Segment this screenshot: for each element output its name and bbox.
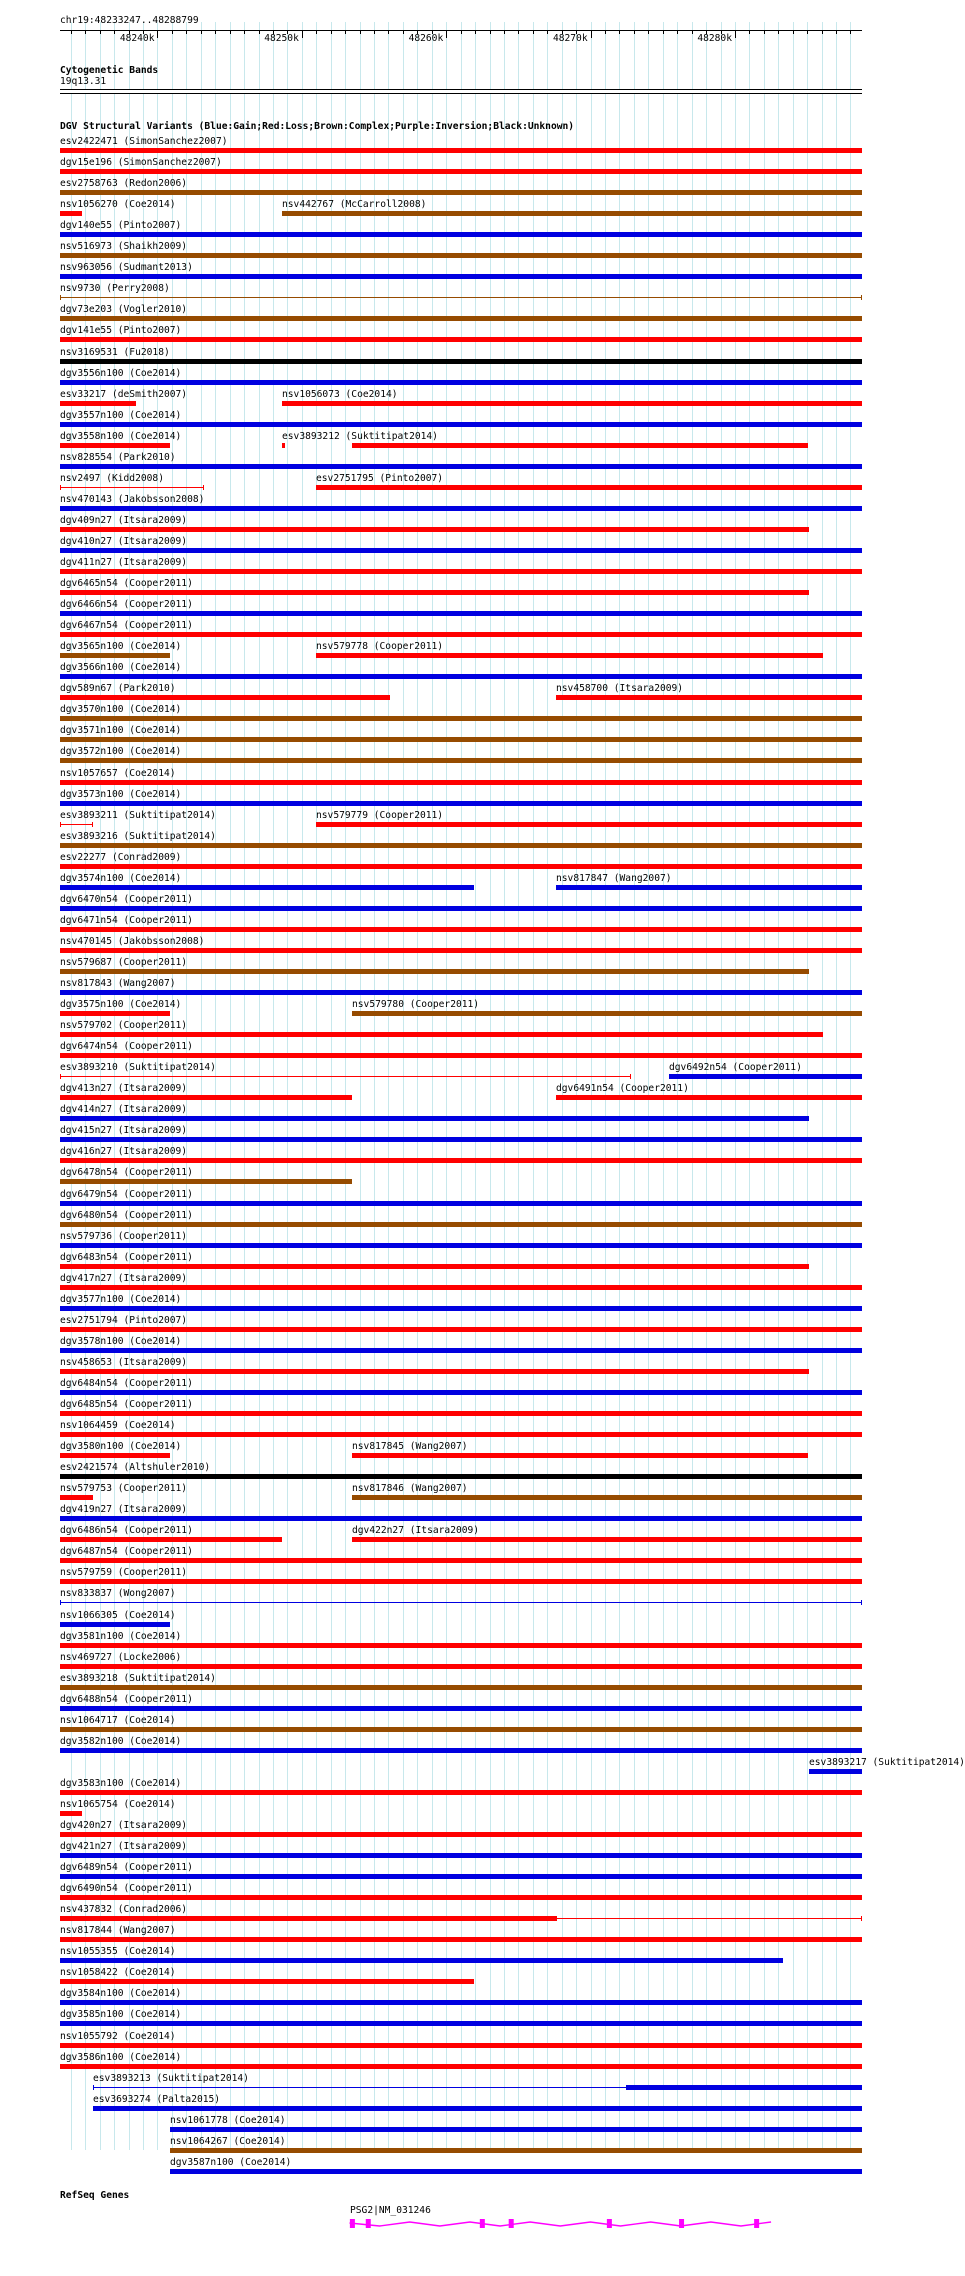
- variant-label: dgv6489n54 (Cooper2011): [60, 1862, 193, 1873]
- variant-bar[interactable]: [60, 1116, 809, 1121]
- variant-label: dgv3584n100 (Coe2014): [60, 1988, 182, 1999]
- variant-label: nsv817844 (Wang2007): [60, 1925, 176, 1936]
- variant-bar[interactable]: [170, 2169, 862, 2174]
- position-label: chr19:48233247..48288799: [60, 15, 199, 26]
- cytoband-label: 19q13.31: [60, 76, 107, 87]
- variant-label: nsv579687 (Cooper2011): [60, 957, 188, 968]
- dgv-track-title: DGV Structural Variants (Blue:Gain;Red:Loss;Brown:Complex;Purple:Inversion;Black:Unknown): [60, 121, 575, 132]
- variant-label: nsv579759 (Cooper2011): [60, 1567, 188, 1578]
- variant-bar[interactable]: [60, 1748, 862, 1753]
- variant-bar[interactable]: [60, 1874, 862, 1879]
- variant-bar[interactable]: [352, 1537, 862, 1542]
- cytogenetic-bands-title: Cytogenetic Bands: [60, 65, 159, 76]
- variant-label: dgv3581n100 (Coe2014): [60, 1631, 182, 1642]
- variant-label: dgv3587n100 (Coe2014): [170, 2157, 292, 2168]
- variant-bar[interactable]: [60, 969, 809, 974]
- variant-label: dgv3575n100 (Coe2014): [60, 999, 182, 1010]
- variant-label: dgv3582n100 (Coe2014): [60, 1736, 182, 1747]
- variant-bar[interactable]: [60, 1095, 352, 1100]
- variant-label: dgv6492n54 (Cooper2011): [669, 1062, 802, 1073]
- variant-bar-tick: [60, 1074, 61, 1079]
- variant-bar[interactable]: [60, 780, 862, 785]
- variant-bar[interactable]: [60, 1790, 862, 1795]
- variant-bar[interactable]: [60, 1474, 862, 1479]
- variant-bar[interactable]: [60, 211, 82, 216]
- variant-bar[interactable]: [60, 464, 862, 469]
- variant-bar[interactable]: [60, 422, 862, 427]
- variant-label: dgv6467n54 (Cooper2011): [60, 620, 193, 631]
- variant-label: nsv1055355 (Coe2014): [60, 1946, 176, 1957]
- variant-label: dgv6466n54 (Cooper2011): [60, 599, 193, 610]
- variant-bar[interactable]: [60, 1622, 170, 1627]
- variant-bar[interactable]: [60, 885, 474, 890]
- variant-bar[interactable]: [60, 1664, 862, 1669]
- variant-label: nsv1055792 (Coe2014): [60, 2031, 176, 2042]
- variant-bar[interactable]: [60, 1348, 862, 1353]
- variant-bar[interactable]: [282, 211, 862, 216]
- variant-label: nsv458700 (Itsara2009): [556, 683, 684, 694]
- variant-bar-tick: [60, 485, 61, 490]
- variant-label: nsv963056 (Sudmant2013): [60, 262, 193, 273]
- variant-bar[interactable]: [316, 822, 862, 827]
- variant-bar[interactable]: [60, 1916, 556, 1921]
- variant-label: dgv409n27 (Itsara2009): [60, 515, 188, 526]
- variant-bar[interactable]: [60, 1076, 631, 1077]
- variant-label: dgv419n27 (Itsara2009): [60, 1504, 188, 1515]
- variant-label: nsv9730 (Perry2008): [60, 283, 170, 294]
- gene-exon[interactable]: [607, 2219, 612, 2228]
- variant-label: nsv579702 (Cooper2011): [60, 1020, 188, 1031]
- variant-bar-tick: [92, 822, 93, 827]
- variant-bar[interactable]: [60, 1706, 862, 1711]
- variant-label: dgv141e55 (Pinto2007): [60, 325, 182, 336]
- variant-label: esv33217 (deSmith2007): [60, 389, 188, 400]
- variant-bar[interactable]: [170, 2127, 862, 2132]
- variant-label: nsv1056270 (Coe2014): [60, 199, 176, 210]
- gene-exon[interactable]: [679, 2219, 684, 2228]
- variant-bar[interactable]: [60, 169, 862, 174]
- variant-label: nsv1061778 (Coe2014): [170, 2115, 286, 2126]
- variant-bar[interactable]: [60, 1453, 170, 1458]
- variant-bar[interactable]: [60, 443, 170, 448]
- variant-bar[interactable]: [60, 864, 862, 869]
- variant-label: nsv579779 (Cooper2011): [316, 810, 444, 821]
- variant-label: nsv579780 (Cooper2011): [352, 999, 480, 1010]
- variant-bar[interactable]: [60, 190, 862, 195]
- variant-bar[interactable]: [60, 1222, 862, 1227]
- variant-label: dgv3586n100 (Coe2014): [60, 2052, 182, 2063]
- variant-bar[interactable]: [60, 906, 862, 911]
- variant-bar[interactable]: [60, 1137, 862, 1142]
- variant-bar[interactable]: [60, 843, 862, 848]
- variant-label: dgv6470n54 (Cooper2011): [60, 894, 193, 905]
- variant-bar-tick: [861, 1916, 862, 1921]
- variant-bar[interactable]: [352, 443, 808, 448]
- variant-label: dgv6479n54 (Cooper2011): [60, 1189, 193, 1200]
- variant-label: dgv3577n100 (Coe2014): [60, 1294, 182, 1305]
- variant-label: nsv817843 (Wang2007): [60, 978, 176, 989]
- variant-bar[interactable]: [60, 506, 862, 511]
- variant-bar[interactable]: [60, 1727, 862, 1732]
- variant-label: dgv411n27 (Itsara2009): [60, 557, 188, 568]
- variant-label: dgv420n27 (Itsara2009): [60, 1820, 188, 1831]
- variant-bar[interactable]: [60, 1158, 862, 1163]
- variant-label: dgv6491n54 (Cooper2011): [556, 1083, 689, 1094]
- gene-exon[interactable]: [509, 2219, 514, 2228]
- variant-bar[interactable]: [60, 1685, 862, 1690]
- variant-label: dgv3574n100 (Coe2014): [60, 873, 182, 884]
- variant-label: nsv1056073 (Coe2014): [282, 389, 398, 400]
- variant-label: dgv421n27 (Itsara2009): [60, 1841, 188, 1852]
- variant-bar[interactable]: [60, 824, 93, 825]
- variant-label: esv2751794 (Pinto2007): [60, 1315, 188, 1326]
- variant-label: dgv3573n100 (Coe2014): [60, 789, 182, 800]
- variant-bar[interactable]: [60, 401, 136, 406]
- variant-bar[interactable]: [60, 569, 862, 574]
- variant-bar[interactable]: [352, 1011, 862, 1016]
- variant-bar[interactable]: [60, 1537, 282, 1542]
- variant-bar[interactable]: [60, 737, 862, 742]
- variant-bar-tick: [861, 295, 862, 300]
- variant-label: dgv417n27 (Itsara2009): [60, 1273, 188, 1284]
- variant-bar[interactable]: [60, 1853, 862, 1858]
- variant-label: esv22277 (Conrad2009): [60, 852, 182, 863]
- variant-bar[interactable]: [60, 716, 862, 721]
- variant-label: nsv469727 (Locke2006): [60, 1652, 182, 1663]
- variant-bar[interactable]: [93, 2087, 627, 2088]
- variant-bar[interactable]: [316, 653, 823, 658]
- variant-label: dgv589n67 (Park2010): [60, 683, 176, 694]
- variant-bar[interactable]: [60, 2000, 862, 2005]
- variant-bar[interactable]: [60, 695, 390, 700]
- variant-label: dgv6485n54 (Cooper2011): [60, 1399, 193, 1410]
- ruler-tick-label: 48250k: [264, 33, 299, 44]
- variant-bar[interactable]: [60, 948, 862, 953]
- variant-bar[interactable]: [556, 1918, 862, 1919]
- variant-bar[interactable]: [352, 1453, 808, 1458]
- ruler-tick-label: 48280k: [697, 33, 732, 44]
- position-ruler: [0, 25, 890, 65]
- variant-bar[interactable]: [60, 1558, 862, 1563]
- variant-bar[interactable]: [60, 1264, 809, 1269]
- gene-intron-line: [350, 2222, 772, 2226]
- variant-bar[interactable]: [316, 485, 862, 490]
- variant-bar[interactable]: [556, 885, 862, 890]
- variant-label: nsv1057657 (Coe2014): [60, 768, 176, 779]
- variant-label: nsv2497 (Kidd2008): [60, 473, 164, 484]
- variant-label: nsv817847 (Wang2007): [556, 873, 672, 884]
- variant-label: dgv6465n54 (Cooper2011): [60, 578, 193, 589]
- variant-bar[interactable]: [60, 632, 862, 637]
- variant-bar[interactable]: [809, 1769, 862, 1774]
- variant-bar[interactable]: [60, 1432, 862, 1437]
- variant-bar-tick: [861, 1600, 862, 1605]
- variant-label: esv3893210 (Suktitipat2014): [60, 1062, 216, 1073]
- variant-label: dgv6484n54 (Cooper2011): [60, 1378, 193, 1389]
- variant-bar-tick: [203, 485, 204, 490]
- ruler-tick-label: 48270k: [552, 33, 588, 44]
- variant-bar[interactable]: [60, 232, 862, 237]
- variant-label: esv2421574 (Altshuler2010): [60, 1462, 211, 1473]
- variant-bar[interactable]: [60, 801, 862, 806]
- variant-label: dgv410n27 (Itsara2009): [60, 536, 188, 547]
- variant-label: nsv1065754 (Coe2014): [60, 1799, 176, 1810]
- variant-bar[interactable]: [60, 1390, 862, 1395]
- variant-label: dgv3572n100 (Coe2014): [60, 746, 182, 757]
- variant-bar[interactable]: [60, 1579, 862, 1584]
- variant-bar[interactable]: [60, 611, 862, 616]
- variant-label: dgv6480n54 (Cooper2011): [60, 1210, 193, 1221]
- variant-label: esv3693274 (Palta2015): [93, 2094, 221, 2105]
- variant-bar[interactable]: [60, 1495, 93, 1500]
- variant-bar[interactable]: [60, 990, 862, 995]
- variant-label: esv2758763 (Redon2006): [60, 178, 188, 189]
- refseq-track-title: RefSeq Genes: [60, 2190, 130, 2201]
- variant-bar[interactable]: [60, 527, 809, 532]
- gene-exon[interactable]: [480, 2219, 485, 2228]
- variant-label: dgv6488n54 (Cooper2011): [60, 1694, 193, 1705]
- variant-label: nsv1066305 (Coe2014): [60, 1610, 176, 1621]
- variant-label: esv3893212 (Suktitipat2014): [282, 431, 438, 442]
- variant-label: nsv817845 (Wang2007): [352, 1441, 468, 1452]
- variant-bar[interactable]: [60, 380, 862, 385]
- variant-label: dgv6478n54 (Cooper2011): [60, 1167, 193, 1178]
- gene-exon[interactable]: [754, 2219, 759, 2228]
- variant-label: nsv516973 (Shaikh2009): [60, 241, 188, 252]
- variant-label: esv3893218 (Suktitipat2014): [60, 1673, 216, 1684]
- variant-label: dgv140e55 (Pinto2007): [60, 220, 182, 231]
- variant-bar[interactable]: [60, 1053, 862, 1058]
- variant-bar[interactable]: [60, 1643, 862, 1648]
- variant-bar-tick: [93, 2085, 94, 2090]
- variant-label: dgv3583n100 (Coe2014): [60, 1778, 182, 1789]
- variant-bar[interactable]: [60, 927, 862, 932]
- variant-bar[interactable]: [60, 1032, 823, 1037]
- variant-label: dgv73e203 (Vogler2010): [60, 304, 188, 315]
- variant-label: dgv6490n54 (Cooper2011): [60, 1883, 193, 1894]
- variant-bar[interactable]: [60, 548, 862, 553]
- variant-label: nsv1064267 (Coe2014): [170, 2136, 286, 2147]
- variant-label: dgv6471n54 (Cooper2011): [60, 915, 193, 926]
- variant-label: nsv442767 (McCarroll2008): [282, 199, 427, 210]
- variant-bar[interactable]: [60, 1937, 862, 1942]
- variant-label: nsv458653 (Itsara2009): [60, 1357, 188, 1368]
- variant-label: dgv3565n100 (Coe2014): [60, 641, 182, 652]
- variant-label: dgv3556n100 (Coe2014): [60, 368, 182, 379]
- variant-bar[interactable]: [282, 443, 285, 448]
- variant-label: nsv579736 (Cooper2011): [60, 1231, 188, 1242]
- variant-bar[interactable]: [60, 337, 862, 342]
- variant-bar[interactable]: [93, 2106, 862, 2111]
- ruler-tick-label: 48240k: [119, 33, 155, 44]
- variant-label: esv3893216 (Suktitipat2014): [60, 831, 216, 842]
- variant-bar[interactable]: [60, 148, 862, 153]
- variant-label: dgv6486n54 (Cooper2011): [60, 1525, 193, 1536]
- variant-bar[interactable]: [60, 316, 862, 321]
- variant-bar[interactable]: [60, 758, 862, 763]
- variant-label: nsv3169531 (Fu2018): [60, 347, 170, 358]
- variant-bar[interactable]: [60, 359, 862, 364]
- variant-bar[interactable]: [60, 1243, 862, 1248]
- gene-model[interactable]: [0, 2213, 890, 2233]
- ruler-tick-label: 48260k: [408, 33, 444, 44]
- variant-bar[interactable]: [60, 1179, 352, 1184]
- variant-label: nsv1064717 (Coe2014): [60, 1715, 176, 1726]
- variant-label: nsv817846 (Wang2007): [352, 1483, 468, 1494]
- variant-bar[interactable]: [60, 653, 170, 658]
- variant-label: nsv1058422 (Coe2014): [60, 1967, 176, 1978]
- variant-bar[interactable]: [60, 487, 204, 488]
- variant-label: nsv470143 (Jakobsson2008): [60, 494, 205, 505]
- variant-label: esv3893213 (Suktitipat2014): [93, 2073, 249, 2084]
- variant-bar[interactable]: [60, 1516, 862, 1521]
- variant-bar[interactable]: [60, 1602, 862, 1603]
- variant-label: dgv3585n100 (Coe2014): [60, 2009, 182, 2020]
- variant-bar-tick: [630, 1074, 631, 1079]
- variant-bar-tick: [60, 295, 61, 300]
- variant-bar[interactable]: [60, 1306, 862, 1311]
- variant-label: dgv3570n100 (Coe2014): [60, 704, 182, 715]
- variant-label: nsv437832 (Conrad2006): [60, 1904, 188, 1915]
- variant-label: dgv3566n100 (Coe2014): [60, 662, 182, 673]
- variant-bar[interactable]: [60, 1958, 783, 1963]
- variant-label: esv3893217 (Suktitipat2014): [809, 1757, 965, 1768]
- variant-label: nsv833837 (Wong2007): [60, 1588, 176, 1599]
- variant-label: dgv422n27 (Itsara2009): [352, 1525, 480, 1536]
- variant-bar[interactable]: [170, 2148, 862, 2153]
- gene-label: PSG2|NM_031246: [350, 2205, 431, 2216]
- variant-bar[interactable]: [627, 2085, 862, 2090]
- variant-bar[interactable]: [60, 1895, 862, 1900]
- variant-bar-tick: [556, 1916, 557, 1921]
- variant-label: dgv415n27 (Itsara2009): [60, 1125, 188, 1136]
- variant-bar[interactable]: [60, 1832, 862, 1837]
- variant-bar[interactable]: [60, 2021, 862, 2026]
- variant-label: dgv6474n54 (Cooper2011): [60, 1041, 193, 1052]
- variant-bar-tick: [60, 822, 61, 827]
- variant-bar[interactable]: [60, 1411, 862, 1416]
- gene-exon[interactable]: [350, 2219, 355, 2228]
- variant-label: nsv1064459 (Coe2014): [60, 1420, 176, 1431]
- variant-bar[interactable]: [60, 274, 862, 279]
- variant-bar[interactable]: [669, 1074, 862, 1079]
- variant-label: esv3893211 (Suktitipat2014): [60, 810, 216, 821]
- variant-bar[interactable]: [60, 1285, 862, 1290]
- variant-bar[interactable]: [60, 590, 809, 595]
- variant-bar[interactable]: [60, 297, 862, 298]
- variant-bar[interactable]: [556, 1095, 862, 1100]
- variant-bar[interactable]: [60, 1369, 809, 1374]
- variant-bar[interactable]: [60, 674, 862, 679]
- variant-bar[interactable]: [60, 1811, 82, 1816]
- variant-label: dgv3558n100 (Coe2014): [60, 431, 182, 442]
- variant-label: esv2422471 (SimonSanchez2007): [60, 136, 228, 147]
- variant-label: esv2751795 (Pinto2007): [316, 473, 444, 484]
- variant-bar[interactable]: [60, 1979, 474, 1984]
- variant-label: dgv6487n54 (Cooper2011): [60, 1546, 193, 1557]
- variant-label: dgv3571n100 (Coe2014): [60, 725, 182, 736]
- variant-label: dgv3578n100 (Coe2014): [60, 1336, 182, 1347]
- variant-label: dgv3557n100 (Coe2014): [60, 410, 182, 421]
- variant-label: nsv828554 (Park2010): [60, 452, 176, 463]
- variant-bar[interactable]: [282, 401, 862, 406]
- variant-label: dgv15e196 (SimonSanchez2007): [60, 157, 222, 168]
- variant-label: dgv3580n100 (Coe2014): [60, 1441, 182, 1452]
- variant-label: dgv416n27 (Itsara2009): [60, 1146, 188, 1157]
- variant-bar[interactable]: [60, 2064, 862, 2069]
- variant-label: nsv579753 (Cooper2011): [60, 1483, 188, 1494]
- variant-label: nsv470145 (Jakobsson2008): [60, 936, 205, 947]
- variant-bar[interactable]: [60, 253, 862, 258]
- variant-bar[interactable]: [60, 1327, 862, 1332]
- variant-bar[interactable]: [60, 1011, 170, 1016]
- variant-bar[interactable]: [60, 2043, 862, 2048]
- variant-label: dgv413n27 (Itsara2009): [60, 1083, 188, 1094]
- variant-bar-tick: [60, 1600, 61, 1605]
- variant-bar[interactable]: [352, 1495, 862, 1500]
- variant-bar[interactable]: [60, 1201, 862, 1206]
- variant-label: dgv6483n54 (Cooper2011): [60, 1252, 193, 1263]
- cytoband-bar[interactable]: [60, 89, 862, 94]
- variant-bar[interactable]: [556, 695, 862, 700]
- gene-exon[interactable]: [366, 2219, 371, 2228]
- variant-label: dgv414n27 (Itsara2009): [60, 1104, 188, 1115]
- variant-label: nsv579778 (Cooper2011): [316, 641, 444, 652]
